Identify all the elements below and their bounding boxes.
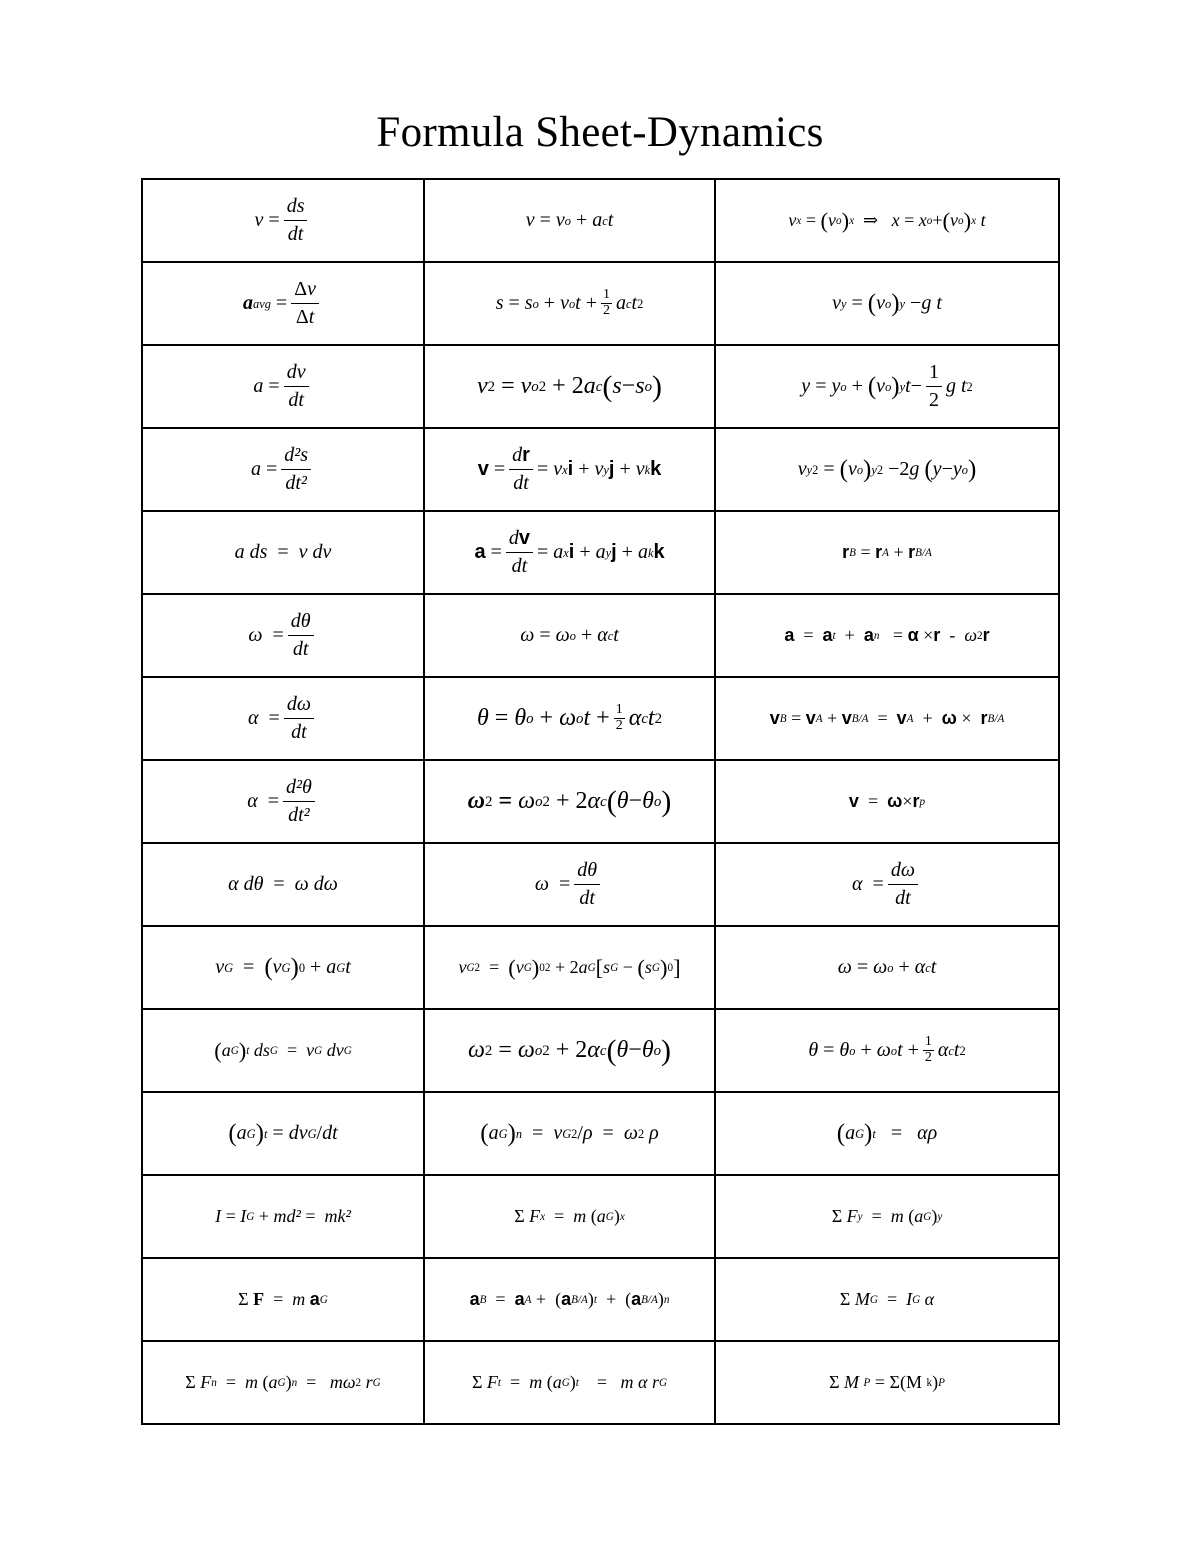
formula-const-accel-vsquared: v 2 = v o 2 + 2 a c ( s − s o ) (477, 369, 662, 403)
formula-cell (715, 677, 1059, 760)
formula-cell (715, 760, 1059, 843)
formula-cell (142, 594, 424, 677)
formula-alpha-dtheta: α dθ = ω dω (228, 873, 338, 895)
formula-cell (424, 1009, 715, 1092)
formula-tangential-force: Σ F t = m ( a G ) t = m α r G (471, 1372, 668, 1392)
formula-cell (424, 926, 715, 1009)
table-row (142, 1258, 1059, 1341)
formula-cell (424, 179, 715, 262)
table-row (142, 428, 1059, 511)
formula-cell (142, 1258, 424, 1341)
formula-cell (715, 1258, 1059, 1341)
formula-angular-velocity-def-2: ω = $\frac{d\theta}{dt}$ (535, 860, 604, 909)
table-row (142, 677, 1059, 760)
table-row (142, 262, 1059, 345)
formula-angular-velocity-def: ω = $\frac{d\theta}{dt}$ (248, 611, 317, 660)
formula-cell (715, 179, 1059, 262)
formula-cell (142, 843, 424, 926)
formula-velocity-def: v = $\frac{ds}{dt}$ (255, 196, 312, 245)
formula-ads-vdv: a ds = v dv (234, 541, 332, 563)
formula-newton-second-law: Σ F = m a G (238, 1289, 328, 1309)
formula-cell (424, 1092, 715, 1175)
formula-cell (424, 262, 715, 345)
table-row (142, 843, 1059, 926)
formula-projectile-x: v x = ( v o ) x ⇒ x = x o + ( v o ) x t (788, 207, 986, 233)
formula-force-y: Σ F y = m ( a G ) y (831, 1206, 943, 1226)
formula-const-angular-position: θ = θ o + ω o t + $\frac{1}{2}$ α c t 2 (476, 702, 663, 733)
formula-cell (424, 428, 715, 511)
table-row (142, 760, 1059, 843)
formula-projectile-vy: v y = ( v o ) y − g t (832, 289, 942, 317)
formula-tangential-accel: ( a G ) t = dv G / dt (228, 1119, 338, 1147)
formula-average-acceleration: a avg = $\frac{\Delta v}{\Delta t}$ (243, 279, 323, 328)
formula-angular-second-derivative: α = $\frac{\text{d²θ}}{\text{dt²}}$ (247, 777, 319, 826)
formula-cell (424, 843, 715, 926)
formula-moment-mass-center: Σ M G = I G α (839, 1289, 935, 1309)
formula-cell (424, 1175, 715, 1258)
table-row (142, 511, 1059, 594)
formula-angular-accel-def-2: α = $\frac{d\omega}{dt}$ (852, 860, 922, 909)
formula-cell (715, 1175, 1059, 1258)
formula-cell (142, 511, 424, 594)
formula-const-angular-omega-squared: ω 2 = ω o 2 + 2 α c ( θ − θ o ) (467, 784, 672, 818)
table-row (142, 926, 1059, 1009)
formula-cell (142, 926, 424, 1009)
formula-cell (424, 594, 715, 677)
formula-const-angular-position-2: θ = θ o + ω o t + $\frac{1}{2}$ α c t 2 (808, 1034, 966, 1065)
formula-cell (142, 428, 424, 511)
formula-acceleration-def: a = $\frac{dv}{dt}$ (253, 362, 312, 411)
formula-mass-center-velocity: v G = ( v G ) 0 + a G t (215, 953, 351, 981)
table-row (142, 1009, 1059, 1092)
formula-normal-force: Σ F n = m ( a G ) n = m ω 2 r G (185, 1372, 381, 1392)
formula-const-angular-velocity-2: ω = ω o + α c t (837, 956, 937, 978)
formula-cell (715, 1341, 1059, 1424)
formula-second-derivative: a = $\frac{\text{d²s}}{\text{dt²}}$ (251, 445, 315, 494)
formula-cell (715, 843, 1059, 926)
table-row (142, 1341, 1059, 1424)
formula-cell (715, 1092, 1059, 1175)
formula-tangential-accel-ds: ( a G ) t ds G = v G dv G (214, 1037, 352, 1063)
formula-tangential-accel-rho: ( a G ) t = α ρ (836, 1119, 938, 1147)
formula-projectile-y: y = y o + ( v o ) y t − $\frac{1}{2}$ g t 2 (801, 361, 973, 411)
formula-cell (142, 760, 424, 843)
formula-cell (142, 1009, 424, 1092)
formula-cell (142, 262, 424, 345)
formula-mass-center-vsquared: v G 2 = ( v G ) 0 2 + 2 a G [ s G − ( s G ) 0 ] (458, 954, 681, 980)
formula-table (141, 178, 1060, 1425)
formula-cell (715, 262, 1059, 345)
formula-acceleration-vector: a = $\frac{dv}{dt}$ = a x i + a y j + a k k (474, 527, 665, 577)
formula-cell (424, 760, 715, 843)
formula-normal-accel: ( a G ) n = v G 2 / ρ = ω 2 ρ (480, 1119, 659, 1147)
formula-cell (142, 345, 424, 428)
page-title: Formula Sheet-Dynamics (376, 109, 824, 156)
formula-const-accel-velocity: v = v o + a c t (525, 209, 614, 231)
formula-relative-acceleration: a B = a A + ( a B/A ) t + ( a B/A ) n (469, 1289, 670, 1309)
formula-angular-accel-def: α = $\frac{d\omega}{dt}$ (248, 694, 318, 743)
formula-cell (715, 594, 1059, 677)
formula-cell (424, 677, 715, 760)
formula-tangential-normal-accel: a = a t + a n = α × r - ω 2 r (784, 625, 990, 645)
formula-force-x: Σ F x = m ( a G ) x (514, 1206, 625, 1226)
table-row (142, 345, 1059, 428)
formula-cell (715, 1009, 1059, 1092)
formula-projectile-vy-squared: v y 2 = ( v o ) y 2 − 2 g ( y − y o ) (797, 455, 977, 483)
formula-cell (715, 926, 1059, 1009)
table-row (142, 179, 1059, 262)
table-row (142, 1175, 1059, 1258)
table-row (142, 1092, 1059, 1175)
formula-cell (715, 511, 1059, 594)
formula-cell (424, 1341, 715, 1424)
formula-const-angular-omega-squared-2: ω 2 = ω o 2 + 2 α c ( θ − θ o ) (467, 1033, 672, 1067)
table-row (142, 594, 1059, 677)
formula-cell (142, 1092, 424, 1175)
formula-cell (142, 677, 424, 760)
formula-cell (424, 1258, 715, 1341)
formula-cell (424, 345, 715, 428)
formula-moment-point: Σ M P = Σ ( M k ) P (829, 1372, 945, 1392)
formula-relative-velocity: v B = v A + v B/A = v A + ω × r B/A (769, 708, 1005, 728)
formula-cell (142, 1175, 424, 1258)
formula-cell (142, 179, 424, 262)
formula-rotation-velocity: v = ω × r p (848, 791, 926, 811)
formula-const-accel-position: s = s o + v o t + $\frac{1}{2}$ a c t 2 (495, 287, 644, 318)
formula-const-angular-velocity: ω = ω o + α c t (520, 624, 619, 646)
formula-velocity-vector: v = $\frac{dr}{dt}$ = v x i + v y j + v k k (477, 444, 662, 494)
formula-relative-position: r B = r A + r B/A (842, 542, 932, 562)
formula-cell (715, 345, 1059, 428)
formula-cell (424, 511, 715, 594)
formula-cell (715, 428, 1059, 511)
formula-parallel-axis: I = I G + md² = mk² (215, 1206, 351, 1226)
formula-cell (142, 1341, 424, 1424)
